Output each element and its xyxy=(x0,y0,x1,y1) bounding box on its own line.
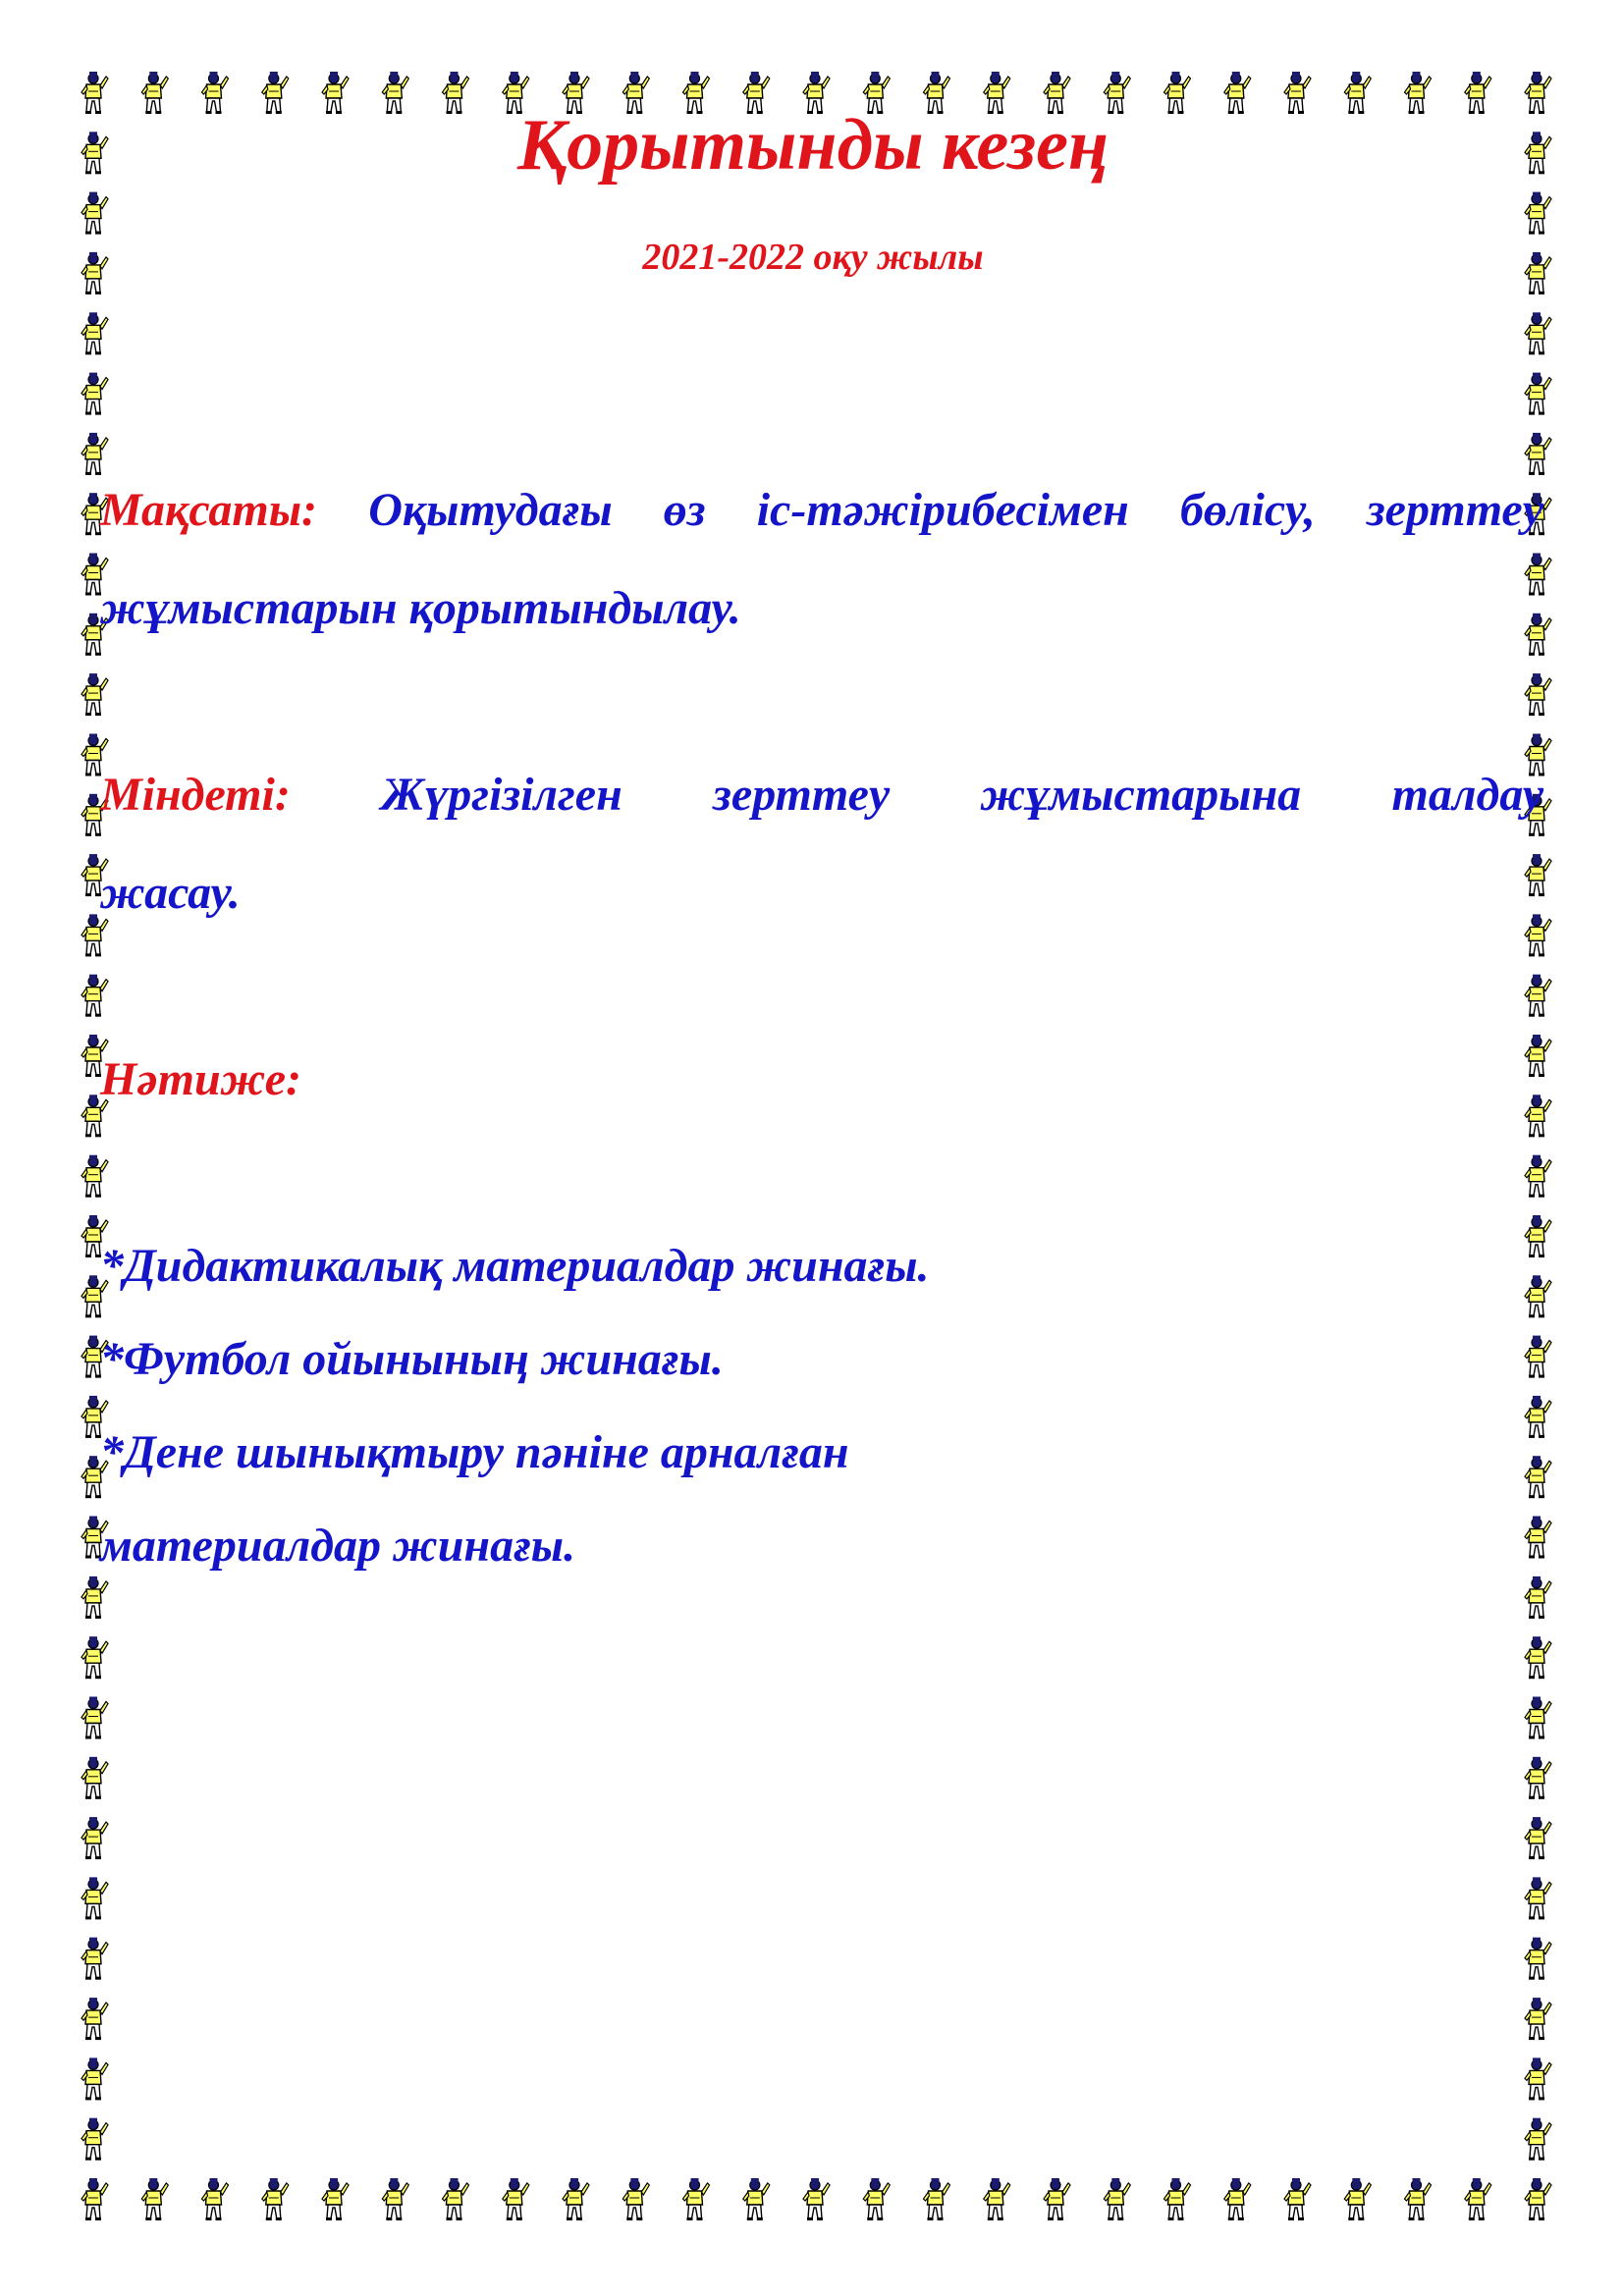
goal-line-1 xyxy=(100,483,1543,537)
goal-label: Мақсаты: xyxy=(100,484,318,536)
document-body xyxy=(100,98,1543,2189)
task-line-1 xyxy=(100,768,1543,822)
result-item-4: материалдар жинағы. xyxy=(100,1520,576,1572)
task-label: Міндеті: xyxy=(100,769,291,821)
goal-line-2: жұмыстарын қорытындылау. xyxy=(100,582,741,634)
result-item-3: *Дене шынықтыру пәніне арналған xyxy=(100,1426,849,1478)
goal-text-1: Оқытудағы өз іс-тәжірибесімен бөлісу, зерттеу xyxy=(317,484,1543,536)
result-item-2: *Футбол ойынының жинағы. xyxy=(100,1333,724,1385)
task-line-2: жасау. xyxy=(100,867,241,919)
result-label: Нәтиже: xyxy=(100,1053,302,1105)
result-item-1: *Дидактикалық материалдар жинағы. xyxy=(100,1240,930,1292)
page-title: Қорытынды кезең xyxy=(516,105,1109,186)
task-text-1: Жүргізілген зерттеу жұмыстарына талдау xyxy=(290,769,1543,821)
academic-year: 2021-2022 оқу жылы xyxy=(642,237,984,278)
